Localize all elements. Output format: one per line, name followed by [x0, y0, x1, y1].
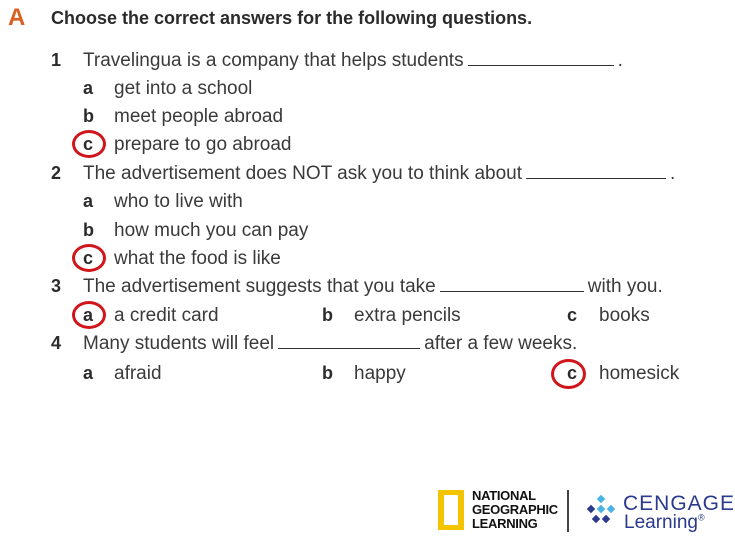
question-3-option-a-letter: a	[83, 305, 94, 325]
question-1-option-b-text: meet people abroad	[114, 106, 284, 127]
question-1-number: 1	[51, 50, 62, 70]
question-4-option-c-text: homesick	[599, 363, 680, 384]
question-4-text	[83, 333, 577, 355]
question-3-text-before: The advertisement suggests that you take	[83, 276, 436, 297]
registered-mark: ®	[697, 512, 705, 523]
question-1-text	[83, 50, 623, 72]
question-2-option-a-letter: a	[83, 191, 94, 211]
national-geographic-learning-wordmark	[472, 489, 558, 531]
question-2-option-b-text: how much you can pay	[114, 220, 309, 241]
section-letter: A	[8, 4, 26, 31]
ngl-line-2: GEOGRAPHIC	[472, 502, 558, 517]
question-3-option-c-letter: c	[567, 305, 578, 325]
ngl-line-1: NATIONAL	[472, 488, 536, 503]
question-2-option-a-text: who to live with	[114, 191, 243, 212]
cengage-logo-icon	[584, 494, 618, 528]
question-1-option-a-text: get into a school	[114, 78, 253, 99]
question-1-answer-circle	[72, 130, 106, 158]
question-2-text-after: .	[670, 163, 676, 184]
logo-divider	[567, 490, 569, 532]
question-4-blank	[278, 347, 420, 349]
question-3-text-after: with you.	[587, 276, 663, 297]
question-1-option-b-letter: b	[83, 106, 94, 126]
question-1-option-c-text: prepare to go abroad	[114, 134, 292, 155]
question-2-blank	[526, 177, 666, 179]
question-1-blank	[468, 64, 614, 66]
question-1-text-before: Travelingua is a company that helps students	[83, 50, 464, 71]
question-3-option-c-text: books	[599, 305, 650, 326]
question-4-option-b-letter: b	[322, 363, 333, 383]
question-2-text	[83, 163, 675, 185]
question-3-number: 3	[51, 276, 62, 296]
ngl-line-3: LEARNING	[472, 516, 538, 531]
cengage-wordmark: CENGAGE	[623, 492, 735, 515]
question-4-text-before: Many students will feel	[83, 333, 275, 354]
cengage-learning-text: Learning	[624, 512, 698, 533]
question-3-answer-circle	[72, 301, 106, 329]
national-geographic-logo-icon	[438, 490, 464, 530]
question-4-answer-circle	[551, 359, 586, 389]
question-4-option-a-letter: a	[83, 363, 94, 383]
instructions-heading: Choose the correct answers for the following questions.	[51, 8, 533, 28]
question-3-option-b-letter: b	[322, 305, 333, 325]
question-2-option-c-letter: c	[83, 248, 94, 268]
question-2-option-c-text: what the food is like	[114, 248, 281, 269]
question-2-answer-circle	[72, 244, 106, 272]
question-4-number: 4	[51, 333, 62, 353]
question-4-option-b-text: happy	[354, 363, 406, 384]
question-2-text-before: The advertisement does NOT ask you to think about	[83, 163, 522, 184]
question-2-option-b-letter: b	[83, 220, 94, 240]
question-1-option-c-letter: c	[83, 134, 94, 154]
question-3-option-a-text: a credit card	[114, 305, 219, 326]
question-4-option-c-letter: c	[567, 363, 578, 383]
question-3-option-b-text: extra pencils	[354, 305, 461, 326]
question-3-blank	[440, 290, 584, 292]
question-4-option-a-text: afraid	[114, 363, 162, 384]
question-4-text-after: after a few weeks.	[424, 333, 578, 354]
question-1-option-a-letter: a	[83, 78, 94, 98]
question-1-text-after: .	[617, 50, 623, 71]
question-2-number: 2	[51, 163, 62, 183]
question-3-text	[83, 276, 663, 298]
cengage-learning-wordmark	[624, 512, 705, 534]
